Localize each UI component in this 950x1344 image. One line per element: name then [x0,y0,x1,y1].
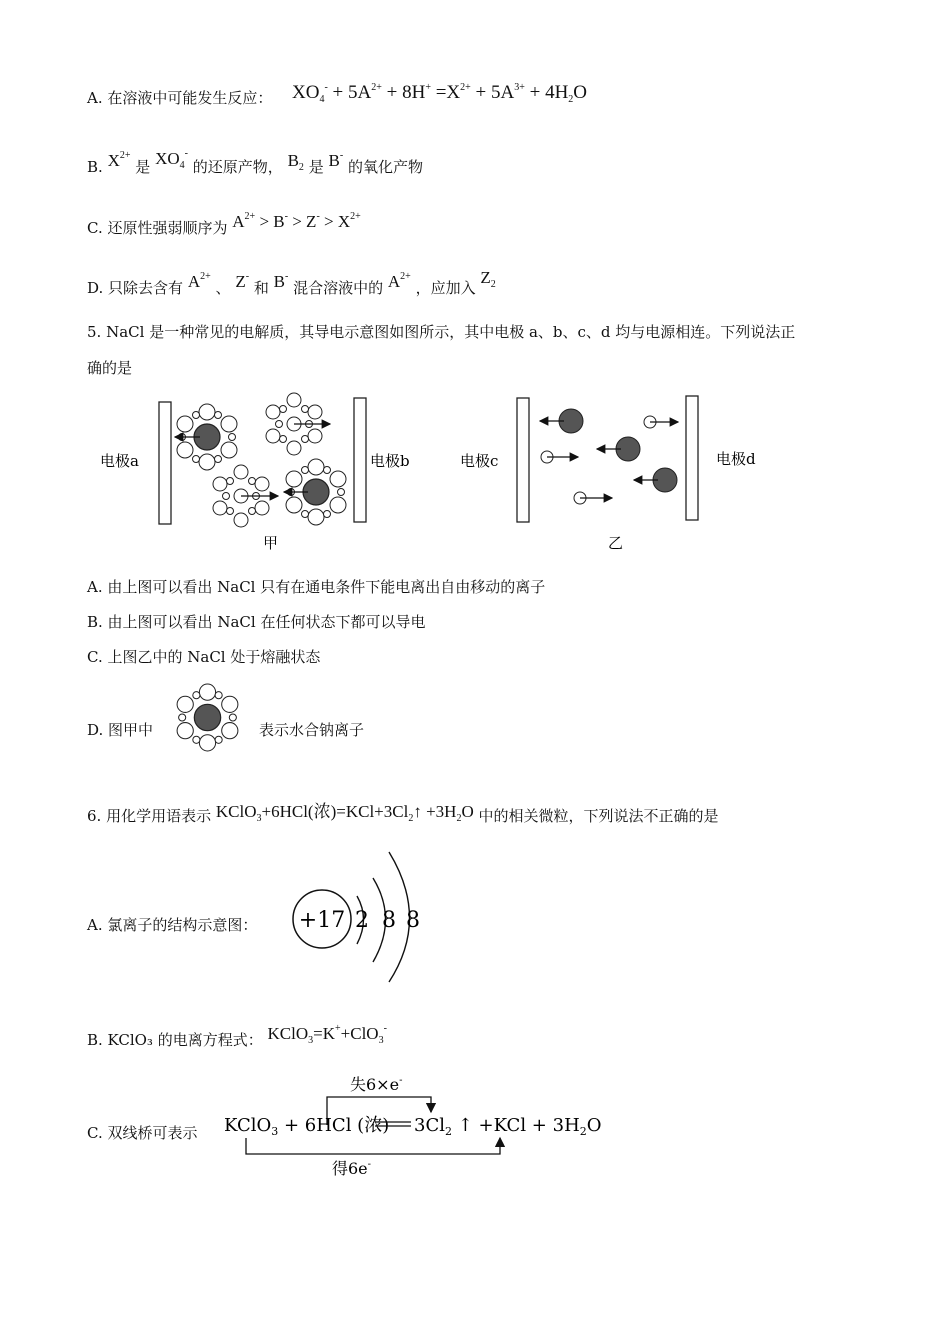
q4-option-a-equation: $XO_4^- + 5A^{2+} + 8H^+ =X^{2+} + 5A^{3+} + 4H_2O$ [292,82,588,105]
q5-option-a: A. 由上图可以看出 NaCl 只有在通电条件下能电离出自由移动的离子 [87,578,546,596]
bridge-equation: KClO$_3$ + 6HCl (浓) [224,1115,390,1138]
q5-stem-line2: 确的是 [87,359,133,377]
lose-electrons-label: 失6×e- [350,1075,403,1094]
electrode-b-label: 电极b [370,452,410,470]
electrode-d-label: 电极d [716,450,756,468]
q4-option-d: D. 只除去含有 $A^{2+}$ 、 Z- 和 B- 混合溶液中的 $A^{2+}$ ，应加入 $Z_2$ [87,268,496,297]
q4-option-b: B. $X^{2+}$ 是 $XO_4^-$ 的还原产物， $B_2$ 是 B- 的氧化产物 [87,148,423,176]
q5-option-d: D. 图甲中 表示水合钠离子 [87,721,365,739]
chloride-ion-structure-diagram [285,848,435,988]
electrode-b-plate [354,398,366,522]
q5-option-c: C. 上图乙中的 NaCl 处于熔融状态 [87,648,321,666]
q6-option-c: C. 双线桥可表示 [87,1124,198,1142]
q6-option-a: A. 氯离子的结构示意图： [87,916,258,934]
q4-option-a-label: A. 在溶液中可能发生反应： [87,89,273,107]
electrode-c-label: 电极c [460,452,499,470]
caption-jia: 甲 [263,534,279,552]
q5-conduction-figure [0,0,950,560]
q5-option-d-hydrated-na-icon [170,680,245,755]
gain-electrons-label: 得6e- [332,1159,372,1178]
electrode-a-label: 电极a [100,452,139,470]
q6-stem-equation: KClO$_3$+6HCl(浓)$=KCl+3Cl_2↑ +3H_2O$ [215,802,474,824]
q4-option-c: C. 还原性强弱顺序为 $A^{2+} > B^- > Z^- > X^{2+}$ [87,211,361,237]
electrode-d-plate [686,396,698,520]
shell-1-electrons: 2 [355,908,369,933]
electrode-a-plate [159,402,171,524]
shell-2-electrons: 8 [382,908,396,933]
q6-stem: 6. 用化学用语表示 KClO$_3$+6HCl(浓)$=KCl+3Cl_2↑ +3H_2O$ 中的相关微粒，下列说法不正确的是 [87,802,719,825]
shell-3-electrons: 8 [406,908,420,933]
q5-option-b: B. 由上图可以看出 NaCl 在任何状态下都可以导电 [87,613,426,631]
electrode-c-plate [517,398,529,522]
q6-option-b: B. KClO₃ 的电离方程式： KClO$_3$=K++ClO$_3$- [87,1023,387,1049]
nucleus-charge: +17 [298,908,346,933]
caption-yi: 乙 [608,534,624,552]
q5-stem-line1: 5. NaCl 是一种常见的电解质，其导电示意图如图所示，其中电极 a、b、c、d 均与电源相连。下列说法正 [87,323,796,341]
double-bridge-diagram [220,1068,602,1180]
svg-text:3Cl2 ↑ +KCl + 3H2O: $3Cl_2$ ↑ $+KCl + 3H_2O$ [414,1115,602,1138]
kclo3-ionization-equation: KClO$_3$=K++ClO$_3$- [267,1023,387,1046]
